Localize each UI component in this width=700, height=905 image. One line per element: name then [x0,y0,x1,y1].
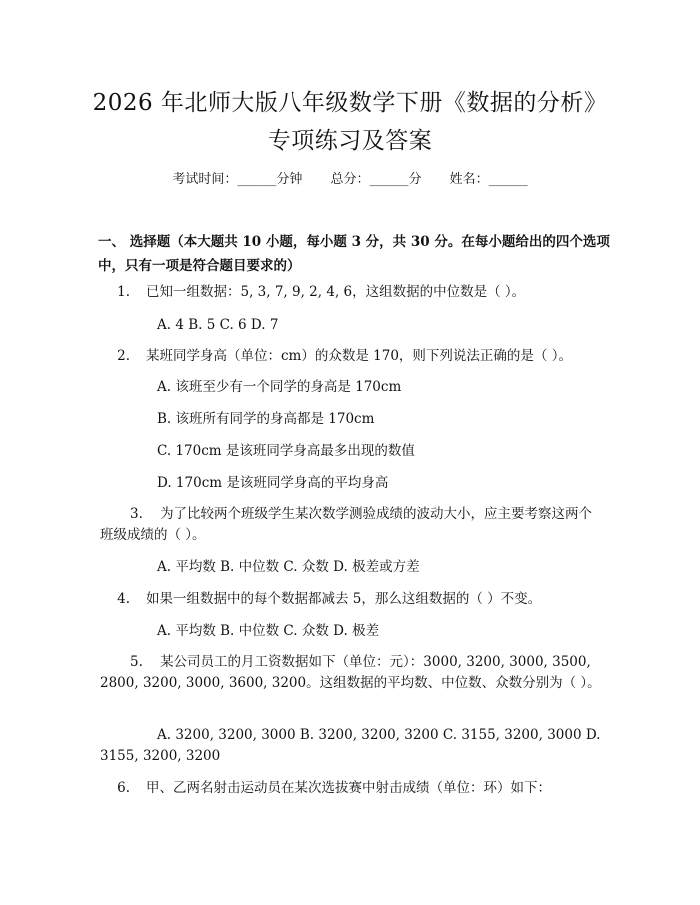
question-1 [100,282,620,303]
question-text: 如果一组数据中的每个数据都减去 5，那么这组数据的（ ）不变。 [146,591,542,607]
question-number: 6. [117,780,130,796]
question-number: 2. [117,348,130,364]
student-name-field: 姓名：______ [449,172,528,187]
question-4-options: A. 平均数 B. 中位数 C. 众数 D. 极差 [157,623,380,639]
question-3-options: A. 平均数 B. 中位数 C. 众数 D. 极差或方差 [157,559,420,575]
question-number: 1. [117,284,130,300]
question-number: 3. [130,506,143,522]
question-3 [100,504,605,546]
question-number: 5. [130,654,143,670]
question-text: 某公司员工的月工资数据如下（单位：元）：3000, 3200, 3000, 3500, 2800, 3200, 3000, 3600, 3200。这组数据的平均数、中位数、众数分别为（ ）。 [100,654,601,691]
question-2-option-a: A. 该班至少有一个同学的身高是 170cm [157,379,402,395]
exam-time-field: 考试时间：______分钟 [172,172,303,187]
question-number: 4. [117,591,130,607]
question-2-option-c: C. 170cm 是该班同学身高最多出现的数值 [157,443,415,459]
question-2-option-b: B. 该班所有同学的身高都是 170cm [157,411,375,427]
question-5 [100,652,605,694]
question-1-options: A. 4 B. 5 C. 6 D. 7 [157,317,279,333]
exam-info-line [0,168,700,187]
section-heading: 一、 选择题（本大题共 10 小题，每小题 3 分，共 30 分。在每小题给出的四个选项中，只有一项是符合题目要求的） [98,234,610,274]
question-text: 甲、乙两名射击运动员在某次选拔赛中射击成绩（单位：环）如下： [146,780,551,796]
question-text: 某班同学身高（单位：cm）的众数是 170，则下列说法正确的是（ ）。 [146,348,572,364]
question-4 [100,589,620,610]
question-2 [100,346,620,367]
question-6 [100,778,620,799]
document-title: 2026 年北师大版八年级数学下册《数据的分析》专项练习及答案 [92,90,608,154]
question-5-options: A. 3200, 3200, 3000 B. 3200, 3200, 3200 C. 3155, 3200, 3000 D. 3155, 3200, 3200 [100,727,601,764]
question-2-option-d: D. 170cm 是该班同学身高的平均身高 [157,475,389,491]
total-score-field: 总分：______分 [330,172,422,187]
question-text: 为了比较两个班级学生某次数学测验成绩的波动大小，应主要考察这两个班级成绩的（ ）。 [100,506,593,543]
question-text: 已知一组数据：5, 3, 7, 9, 2, 4, 6，这组数据的中位数是（ ）。 [146,284,526,300]
